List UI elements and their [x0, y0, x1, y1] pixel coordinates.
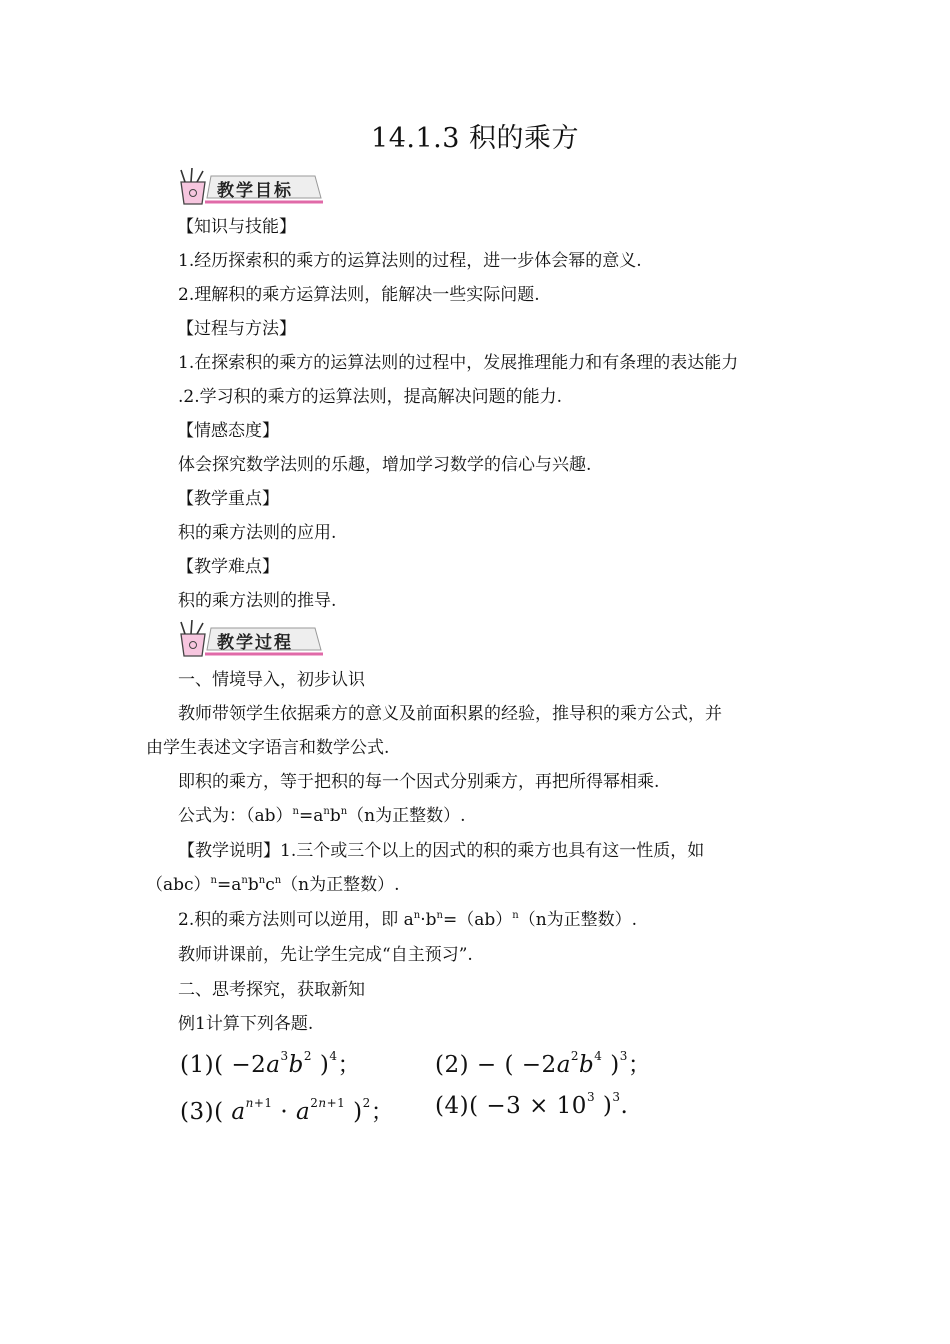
problem-label: (4) [435, 1093, 470, 1119]
emotion-header: 【情感态度】 [177, 421, 279, 441]
knowledge-item-2: 2.理解积的乘方运算法则，能解决一些实际问题. [178, 285, 540, 305]
focus-header: 【教学重点】 [177, 489, 279, 509]
problem-label: (3) [180, 1099, 215, 1125]
teaching-note-line-1: 【教学说明】1.三个或三个以上的因式的积的乘方也具有这一性质，如 [178, 841, 705, 861]
problem-1: $(1)( -2a^3b^2$ )$^4$； [180, 1049, 361, 1078]
example-intro: 例1计算下列各题. [178, 1014, 314, 1034]
note-formula-prefix: （abc） [146, 875, 211, 895]
teaching-note-line-2: $(abc)^n=a^nb^nc^n(n$为正整数）. [146, 875, 400, 895]
section-banner-objectives [175, 168, 327, 208]
paragraph-3: 教师讲课前，先让学生完成“自主预习”. [178, 945, 473, 965]
difficulty-item-1: 积的乘方法则的推导. [178, 591, 337, 611]
problem-2: (2) − ( $-2a^2b^4$ )$^3$； [435, 1049, 652, 1078]
problem-label: (1) [180, 1052, 215, 1078]
process-method-header: 【过程与方法】 [177, 319, 296, 339]
section-banner-process [175, 620, 327, 660]
note-2-prefix: 2.积的乘方法则可以逆用，即 [178, 910, 399, 930]
problem-3: (3)( $a^{n+1} \cdot a^{2n+1}$ )$^2$； [180, 1096, 395, 1125]
banner-label: 教学目标 [217, 181, 293, 201]
emotion-item-1: 体会探究数学法则的乐趣，增加学习数学的信心与兴趣. [178, 455, 592, 475]
note-2-suffix: （n为正整数）. [518, 910, 638, 930]
teaching-note-2: 2.积的乘方法则可以逆用，即 $a^n\cdot b^n=(ab)^n(n$为正整数）. [178, 910, 638, 930]
difficulty-header: 【教学难点】 [177, 557, 279, 577]
problem-4: $(4)( -3 \times 10^3$ )$^3$. [435, 1090, 629, 1119]
formula-prefix: 公式为：（ab） [178, 806, 293, 826]
section-heading-2: 二、思考探究，获取新知 [178, 980, 365, 1000]
formula-line: 公式为：$(ab)^n=a^nb^n(n$为正整数）. [178, 806, 466, 826]
formula-suffix: （n为正整数）. [347, 806, 466, 826]
knowledge-header: 【知识与技能】 [177, 217, 296, 237]
document-title: 14.1.3 积的乘方 [371, 123, 579, 154]
note-formula-suffix: （n为正整数）. [281, 875, 400, 895]
process-method-item-2: .2.学习积的乘方的运算法则，提高解决问题的能力. [178, 387, 563, 407]
process-method-item-1: 1.在探索积的乘方的运算法则的过程中，发展推理能力和有条理的表达能力 [178, 353, 739, 373]
paragraph-1-line-2: 由学生表述文字语言和数学公式. [146, 738, 390, 758]
section-heading-1: 一、情境导入，初步认识 [178, 670, 365, 690]
paragraph-1-line-1: 教师带领学生依据乘方的意义及前面积累的经验，推导积的乘方公式，并 [178, 704, 722, 724]
problem-label: (2) [435, 1052, 470, 1078]
knowledge-item-1: 1.经历探索积的乘方的运算法则的过程，进一步体会幂的意义. [178, 251, 642, 271]
paragraph-2: 即积的乘方，等于把积的每一个因式分别乘方，再把所得幂相乘. [178, 772, 660, 792]
focus-item-1: 积的乘方法则的应用. [178, 523, 337, 543]
banner-label: 教学过程 [217, 633, 293, 653]
